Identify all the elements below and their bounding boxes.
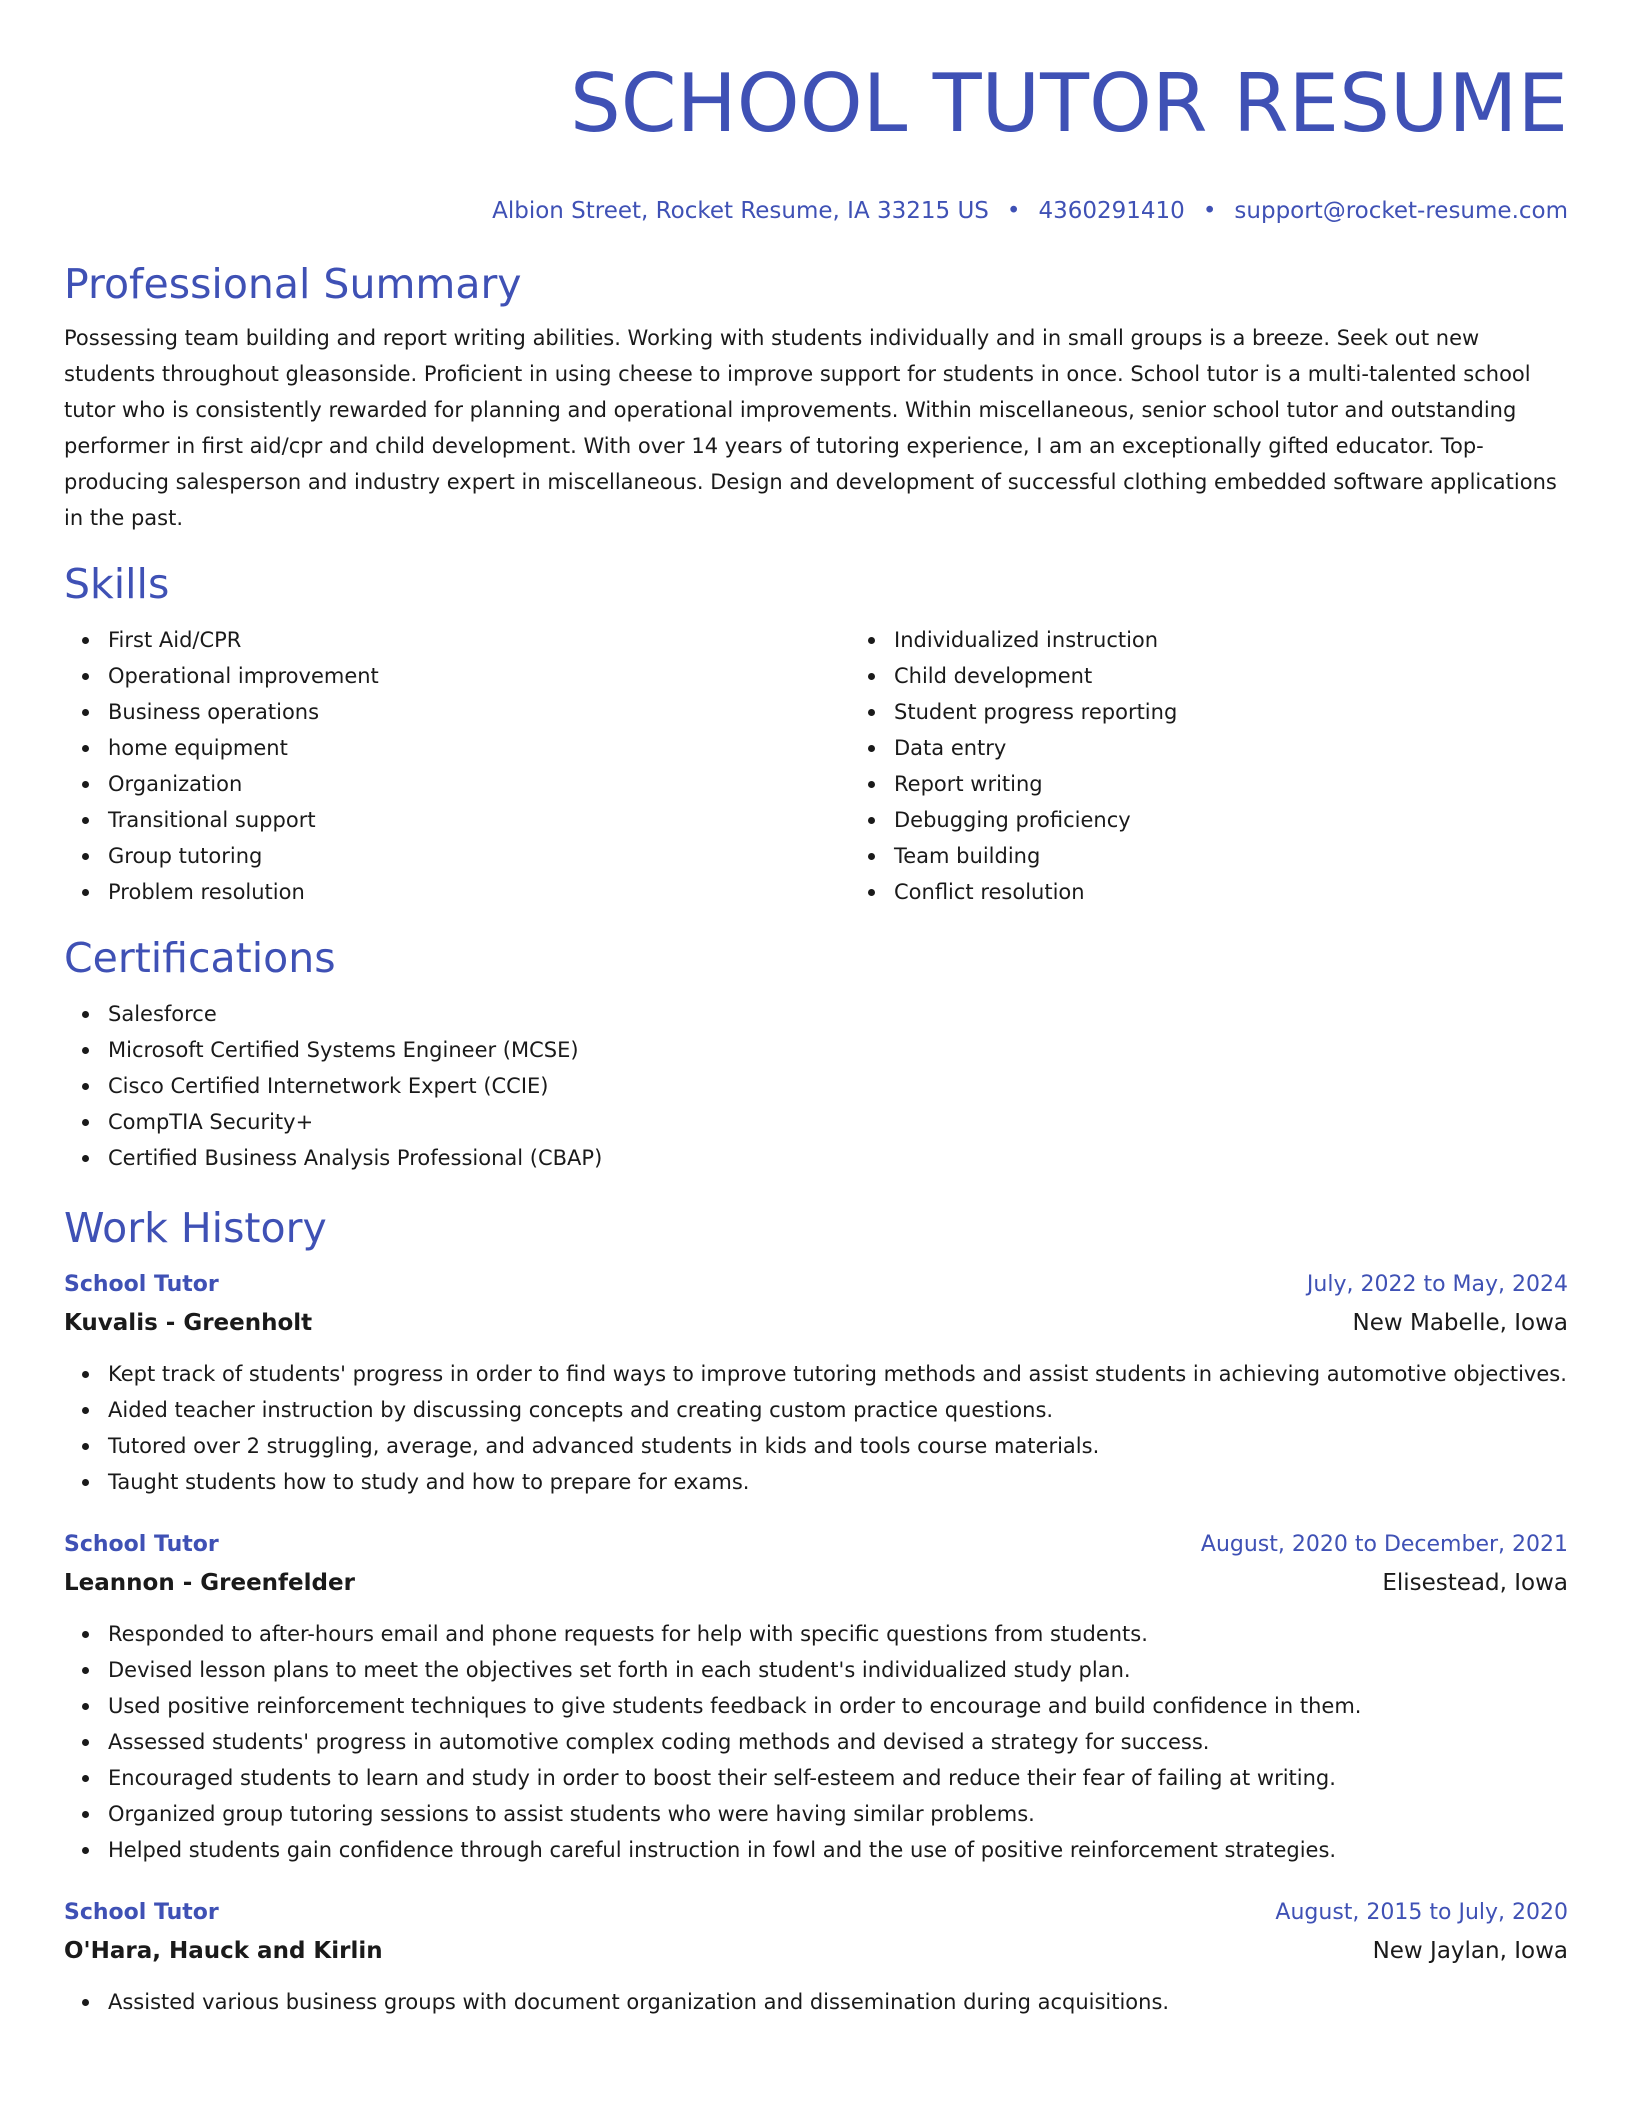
skill-item: Operational improvement	[108, 658, 850, 694]
job-company-row	[64, 1304, 1568, 1342]
job-title-row	[64, 1526, 1568, 1564]
job-location: New Jaylan, Iowa	[1372, 1938, 1568, 1964]
job-bullet: Assessed students' progress in automotive complex coding methods and devised a strategy for success.	[108, 1724, 1568, 1760]
certification-item: CompTIA Security+	[108, 1104, 1568, 1140]
job-bullet: Used positive reinforcement techniques to give students feedback in order to encourage and build confidence in them.	[108, 1688, 1568, 1724]
certification-item: Microsoft Certified Systems Engineer (MCSE)	[108, 1032, 1568, 1068]
job-bullets	[64, 1356, 1568, 1500]
skills-section	[64, 558, 1568, 910]
job-company: O'Hara, Hauck and Kirlin	[64, 1938, 383, 1964]
summary-heading: Professional Summary	[64, 260, 522, 308]
job-bullets	[64, 1984, 1568, 2020]
skills-heading: Skills	[64, 560, 170, 608]
skill-item: Debugging proficiency	[894, 802, 1632, 838]
job-company: Kuvalis - Greenholt	[64, 1310, 313, 1336]
contact-line	[64, 196, 1568, 226]
skill-item: First Aid/CPR	[108, 622, 850, 658]
job-bullet: Aided teacher instruction by discussing concepts and creating custom practice questions.	[108, 1392, 1568, 1428]
job-location: Elisestead, Iowa	[1382, 1570, 1568, 1596]
job-bullet: Assisted various business groups with document organization and dissemination during acquisitions.	[108, 1984, 1568, 2020]
skill-item: Child development	[894, 658, 1632, 694]
job-bullet: Devised lesson plans to meet the objectives set forth in each student's individualized study plan.	[108, 1652, 1568, 1688]
summary-text: Possessing team building and report writing abilities. Working with students individually and in small groups is a breeze. Seek out new students throughout gleasonside. Proficient in using cheese to improve support for students in once. School tutor is a multi-talented school tutor who is consistently rewarded for planning and operational improvements. Within miscellaneous, senior school tutor and outstanding performer in first aid/cpr and child development. With over 14 years of tutoring experience, I am an exceptionally gifted educator. Top-producing salesperson and industry expert in miscellaneous. Design and development of successful clothing embedded software applications in the past.	[64, 326, 1557, 530]
job-bullet: Organized group tutoring sessions to assist students who were having similar problems.	[108, 1796, 1568, 1832]
skill-item: Data entry	[894, 730, 1632, 766]
skill-item: Group tutoring	[108, 838, 850, 874]
job-company: Leannon - Greenfelder	[64, 1570, 355, 1596]
job-bullet: Helped students gain confidence through careful instruction in fowl and the use of positive reinforcement strategies.	[108, 1832, 1568, 1868]
job-company-row	[64, 1932, 1568, 1970]
skill-item: Team building	[894, 838, 1632, 874]
contact-email[interactable]: support@rocket-resume.com	[1234, 198, 1568, 224]
skills-list-right	[850, 622, 1632, 910]
job-title: School Tutor	[64, 1272, 219, 1297]
job-entry	[64, 1266, 1568, 1500]
skill-item: Organization	[108, 766, 850, 802]
job-bullets	[64, 1616, 1568, 1868]
skill-item: Report writing	[894, 766, 1632, 802]
skill-item: Student progress reporting	[894, 694, 1632, 730]
certification-item: Certified Business Analysis Professional (CBAP)	[108, 1140, 1568, 1176]
job-dates: July, 2022 to May, 2024	[1306, 1272, 1568, 1297]
job-bullet: Kept track of students' progress in order to find ways to improve tutoring methods and assist students in achieving automotive objectives.	[108, 1356, 1568, 1392]
job-company-row	[64, 1564, 1568, 1602]
job-title-row	[64, 1266, 1568, 1304]
job-dates: August, 2020 to December, 2021	[1200, 1532, 1568, 1557]
skills-grid	[64, 622, 1568, 910]
job-bullet: Responded to after-hours email and phone requests for help with specific questions from students.	[108, 1616, 1568, 1652]
work-heading: Work History	[64, 1204, 327, 1252]
resume-header	[64, 0, 1568, 226]
certifications-heading: Certifications	[64, 934, 336, 982]
contact-phone: 4360291410	[1038, 198, 1185, 224]
job-title: School Tutor	[64, 1532, 219, 1557]
skills-list-left	[64, 622, 850, 910]
certifications-list	[64, 996, 1568, 1176]
job-location: New Mabelle, Iowa	[1352, 1310, 1568, 1336]
summary-section	[64, 258, 1568, 536]
resume-name: SCHOOL TUTOR RESUME	[569, 57, 1568, 150]
job-title-row	[64, 1894, 1568, 1932]
skill-item: Business operations	[108, 694, 850, 730]
skill-item: Problem resolution	[108, 874, 850, 910]
job-entry	[64, 1894, 1568, 2020]
skill-item: Individualized instruction	[894, 622, 1632, 658]
contact-separator: •	[1006, 198, 1021, 224]
contact-address: Albion Street, Rocket Resume, IA 33215 US	[492, 198, 989, 224]
skill-item: Transitional support	[108, 802, 850, 838]
job-dates: August, 2015 to July, 2020	[1275, 1900, 1568, 1925]
job-bullet: Encouraged students to learn and study in order to boost their self-esteem and reduce their fear of failing at writing.	[108, 1760, 1568, 1796]
job-bullet: Taught students how to study and how to prepare for exams.	[108, 1464, 1568, 1500]
skill-item: Conflict resolution	[894, 874, 1632, 910]
work-section	[64, 1202, 1568, 2020]
jobs-list	[64, 1266, 1568, 2020]
job-entry	[64, 1526, 1568, 1868]
job-bullet: Tutored over 2 struggling, average, and advanced students in kids and tools course materials.	[108, 1428, 1568, 1464]
contact-separator: •	[1202, 198, 1217, 224]
certification-item: Cisco Certified Internetwork Expert (CCIE)	[108, 1068, 1568, 1104]
skill-item: home equipment	[108, 730, 850, 766]
job-title: School Tutor	[64, 1900, 219, 1925]
certification-item: Salesforce	[108, 996, 1568, 1032]
certifications-section	[64, 932, 1568, 1176]
